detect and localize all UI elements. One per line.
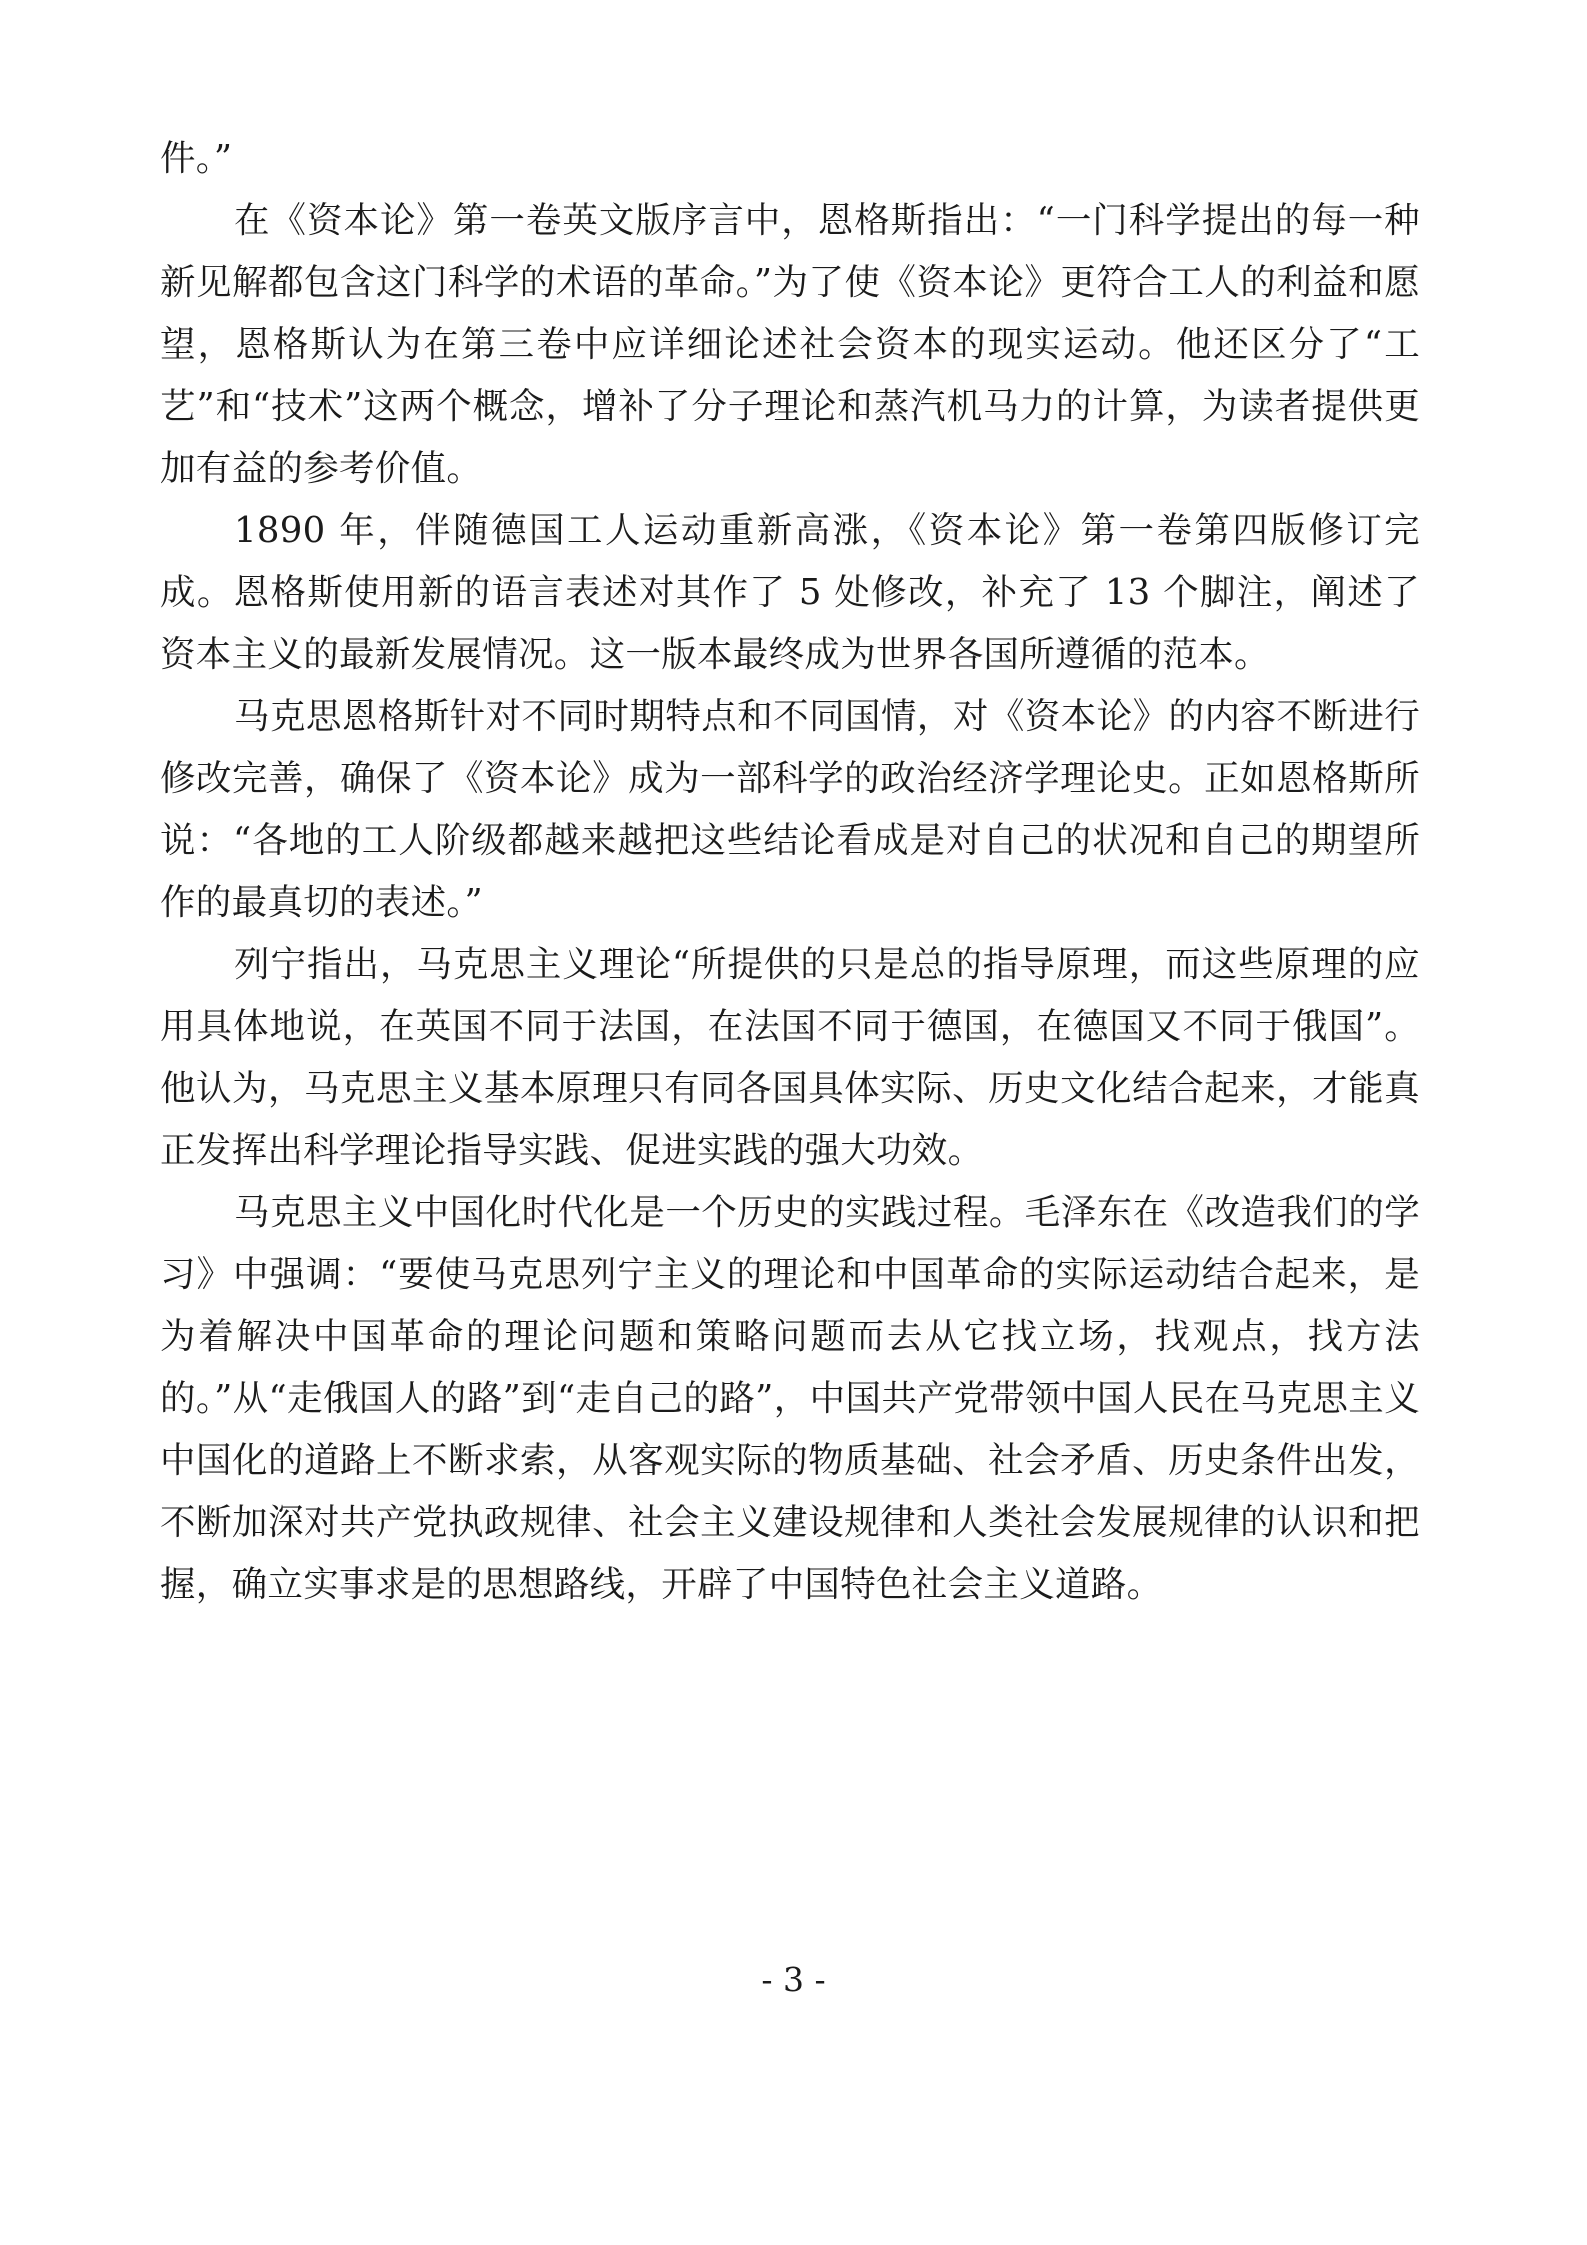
paragraph: 马克思主义中国化时代化是一个历史的实践过程。毛泽东在《改造我们的学习》中强调：“要使马克思列宁主义的理论和中国革命的实际运动结合起来，是为着解决中国革命的理论问题和策略问题而去从它找立场，找观点，找方法的。”从“走俄国人的路”到“走自己的路”，中国共产党带领中国人民在马克思主义中国化的道路上不断求索，从客观实际的物质基础、社会矛盾、历史条件出发，不断加深对共产党执政规律、社会主义建设规律和人类社会发展规律的认识和把握，确立实事求是的思想路线，开辟了中国特色社会主义道路。 bbox=[160, 1192, 1420, 1605]
page-body bbox=[160, 128, 1420, 1616]
paragraph: 件。” bbox=[160, 138, 233, 179]
page-number: - 3 - bbox=[761, 1960, 826, 1999]
paragraph: 马克思恩格斯针对不同时期特点和不同国情，对《资本论》的内容不断进行修改完善，确保了《资本论》成为一部科学的政治经济学理论史。正如恩格斯所说：“各地的工人阶级都越来越把这些结论看成是对自己的状况和自己的期望所作的最真切的表述。” bbox=[160, 696, 1420, 923]
paragraph: 在《资本论》第一卷英文版序言中，恩格斯指出：“一门科学提出的每一种新见解都包含这门科学的术语的革命。”为了使《资本论》更符合工人的利益和愿望，恩格斯认为在第三卷中应详细论述社会资本的现实运动。他还区分了“工艺”和“技术”这两个概念，增补了分子理论和蒸汽机马力的计算，为读者提供更加有益的参考价值。 bbox=[160, 200, 1420, 489]
paragraph: 列宁指出，马克思主义理论“所提供的只是总的指导原理，而这些原理的应用具体地说，在英国不同于法国，在法国不同于德国，在德国又不同于俄国”。他认为，马克思主义基本原理只有同各国具体实际、历史文化结合起来，才能真正发挥出科学理论指导实践、促进实践的强大功效。 bbox=[160, 944, 1420, 1171]
paragraph: 1890 年，伴随德国工人运动重新高涨，《资本论》第一卷第四版修订完成。恩格斯使用新的语言表述对其作了 5 处修改，补充了 13 个脚注，阐述了资本主义的最新发展情况。这一版本最终成为世界各国所遵循的范本。 bbox=[160, 510, 1420, 675]
